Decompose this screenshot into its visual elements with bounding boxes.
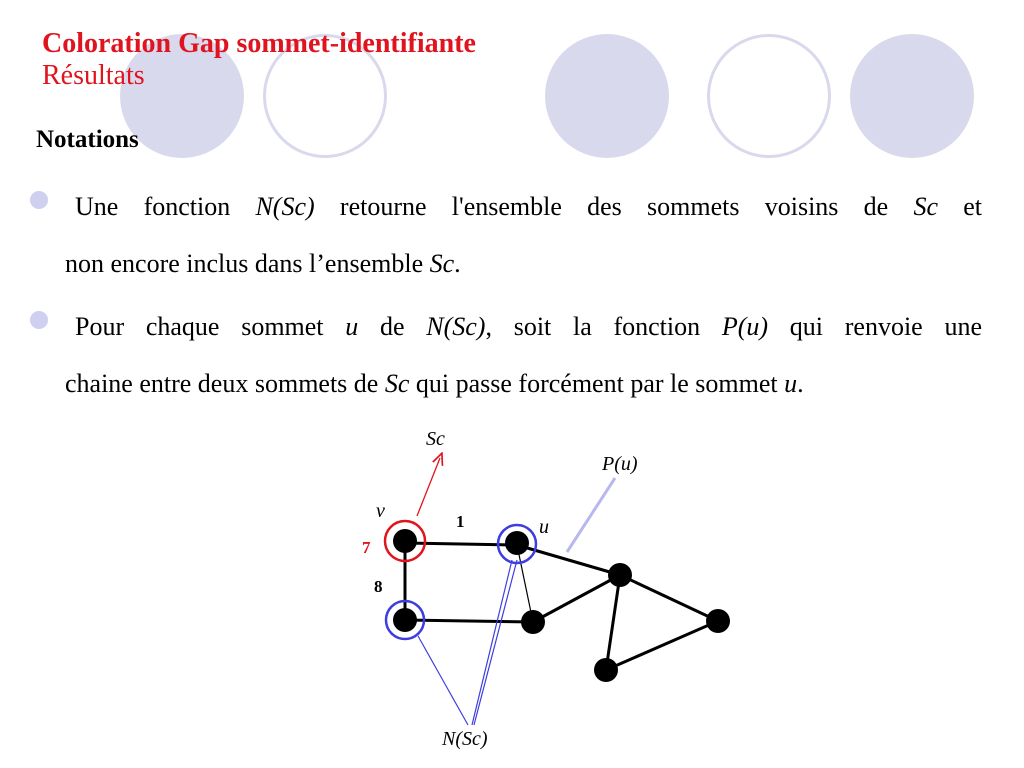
text-run: , soit la fonction xyxy=(485,312,722,341)
text-run: qui renvoie une xyxy=(768,312,982,341)
vertex-x xyxy=(521,610,545,634)
text-run-italic: Sc xyxy=(913,192,938,221)
edge-v-u xyxy=(405,543,517,545)
text-run-italic: N(Sc) xyxy=(255,192,315,221)
text-run: chaine entre deux sommets de xyxy=(65,369,385,398)
text-run-italic: u xyxy=(345,312,359,341)
vertex-y xyxy=(608,563,632,587)
slide-title-main: Coloration Gap sommet-identifiante xyxy=(42,28,476,59)
text-run: de xyxy=(358,312,427,341)
text-run: . xyxy=(454,249,461,278)
edge-t-z xyxy=(606,621,718,670)
label-pu: P(u) xyxy=(602,453,638,475)
vertex-t xyxy=(594,658,618,682)
label-weight-7: 7 xyxy=(362,538,371,557)
text-run: . xyxy=(797,369,804,398)
pu-pointer-line xyxy=(567,478,615,552)
text-run: qui passe forcément par le sommet xyxy=(409,369,785,398)
text-run-italic: Sc xyxy=(384,369,410,398)
label-vertex-v: v xyxy=(376,500,385,522)
nsc-pointer-line xyxy=(472,560,512,725)
text-run-italic: N(Sc) xyxy=(426,312,486,341)
text-run-italic: Sc xyxy=(429,249,455,278)
text-run: non encore inclus dans l’ensemble xyxy=(65,249,430,278)
label-weight-1: 1 xyxy=(456,512,465,531)
nsc-pointer-line xyxy=(418,636,468,725)
label-vertex-u: u xyxy=(539,516,549,538)
text-run: Une fonction xyxy=(75,192,256,221)
text-run: Pour chaque sommet xyxy=(75,312,346,341)
nsc-pointer-line xyxy=(474,560,517,725)
slide-subtitle: Résultats xyxy=(42,60,145,92)
label-weight-8: 8 xyxy=(374,577,383,596)
edge-y-z xyxy=(620,575,718,621)
vertex-w xyxy=(393,608,417,632)
label-nsc: N(Sc) xyxy=(442,728,488,750)
section-heading: Notations xyxy=(36,126,139,153)
edge-x-y xyxy=(533,575,620,622)
label-sc: Sc xyxy=(426,428,445,450)
edge-y-t xyxy=(606,575,620,670)
vertex-v xyxy=(393,529,417,553)
vertex-z xyxy=(706,609,730,633)
text-run-italic: u xyxy=(784,369,798,398)
text-run: retourne l'ensemble des sommets voisins de xyxy=(314,192,914,221)
text-run-italic: P(u) xyxy=(721,312,769,341)
text-run: et xyxy=(938,192,983,221)
vertex-u xyxy=(505,531,529,555)
sc-pointer-arrow xyxy=(417,458,440,516)
